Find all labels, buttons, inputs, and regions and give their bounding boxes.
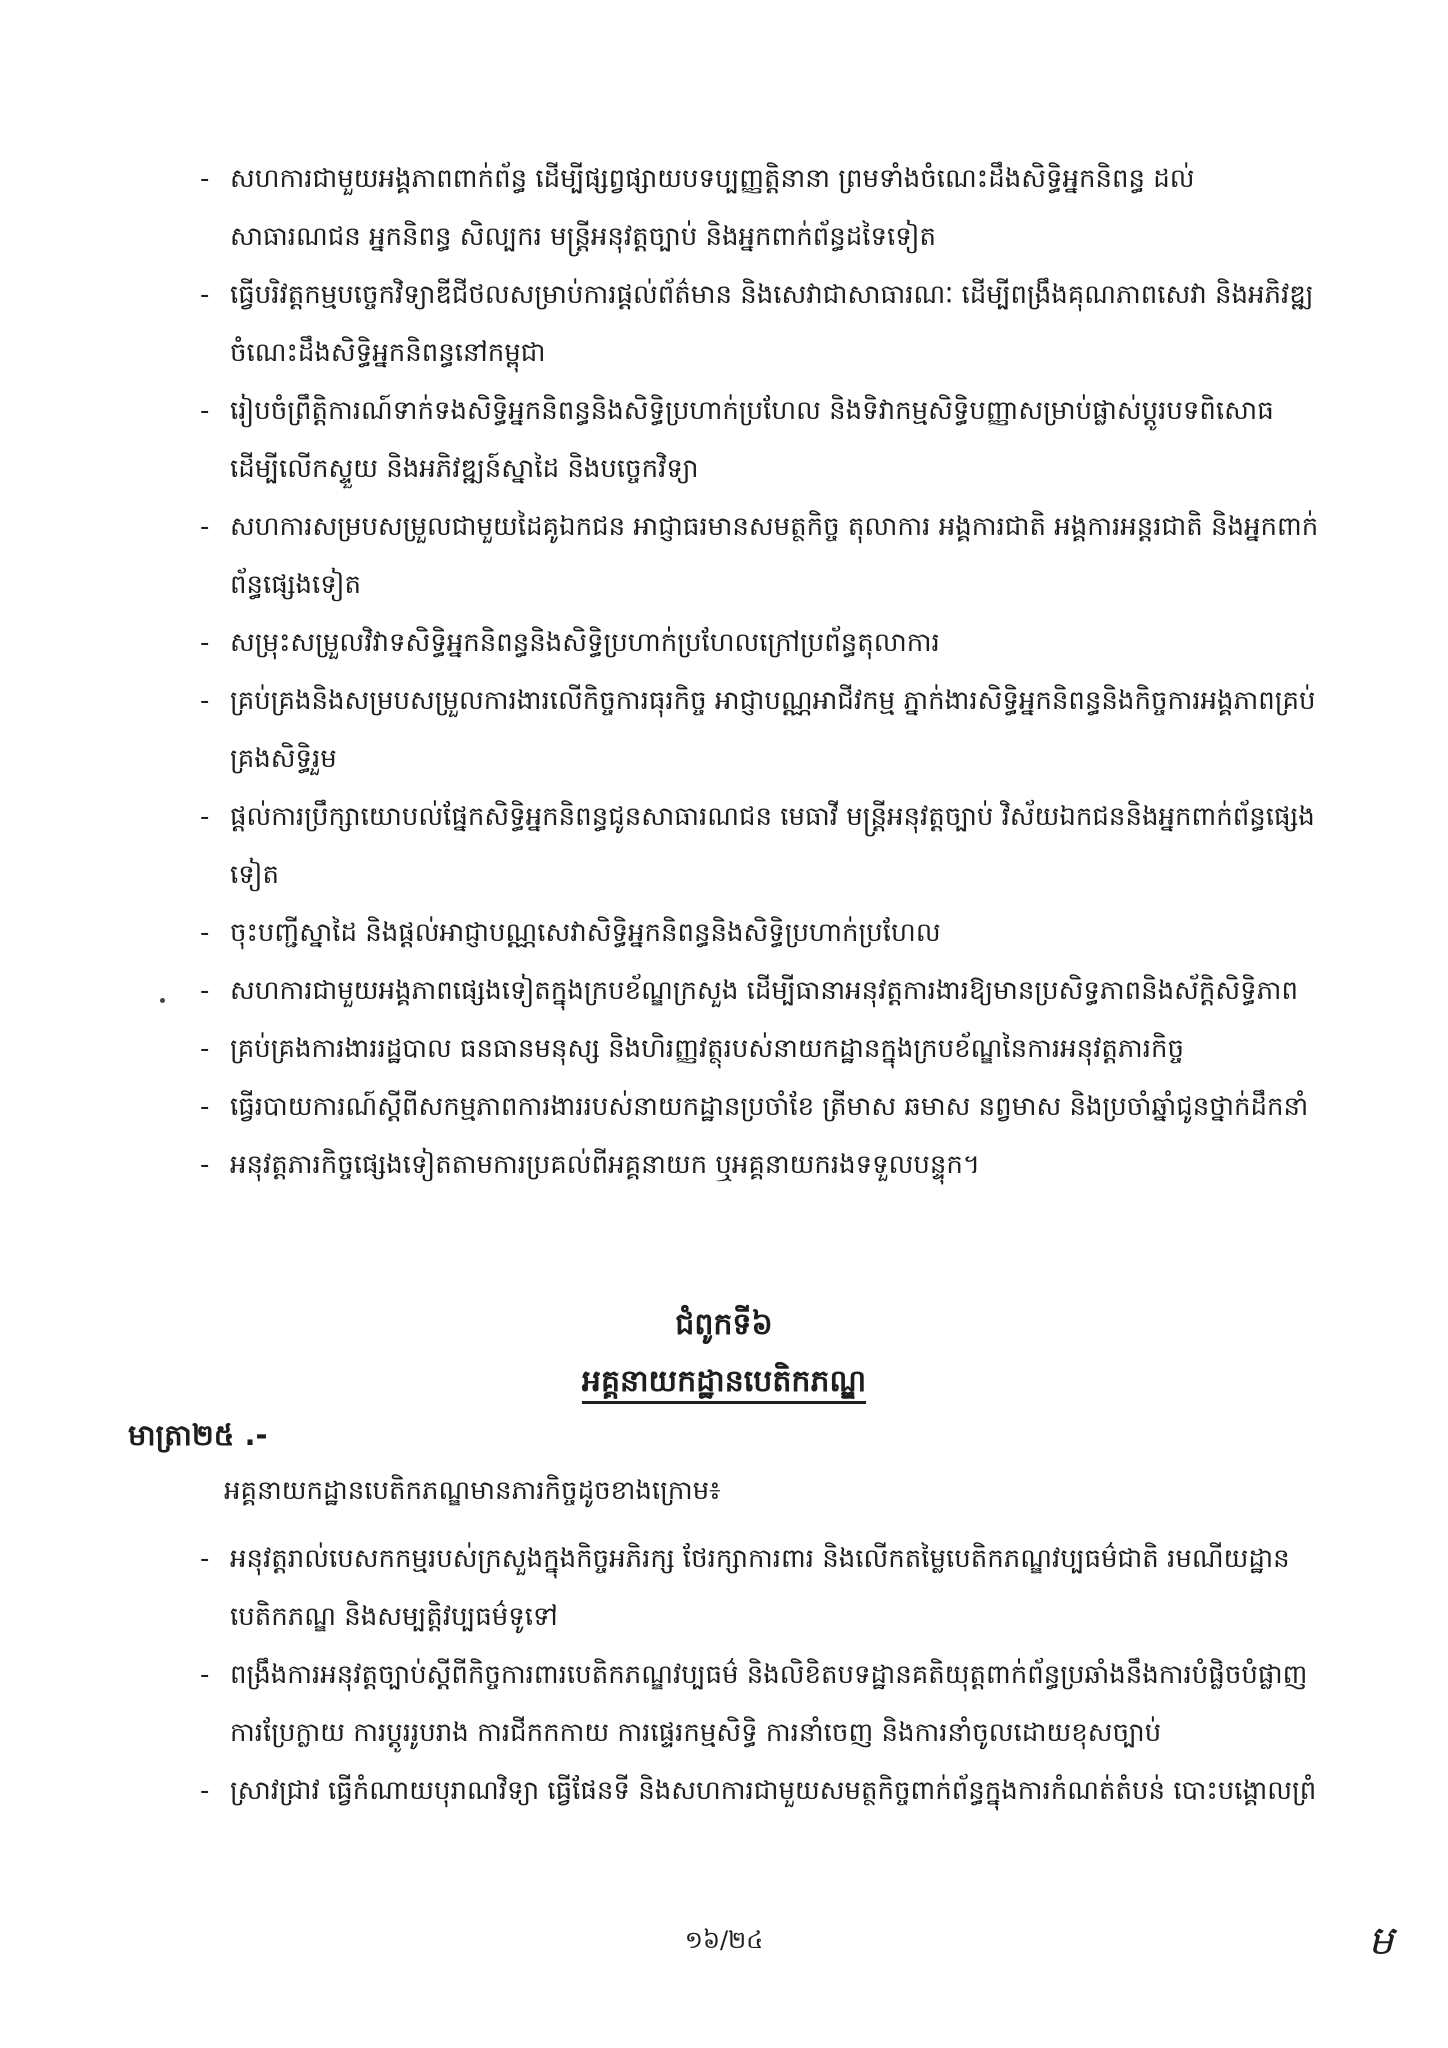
scan-dot <box>160 998 165 1003</box>
bullet-list-heritage-duties <box>200 1530 1320 1820</box>
list-item <box>200 904 1320 962</box>
bullet-dash: - <box>200 802 210 832</box>
list-item <box>200 672 1320 788</box>
list-item-text: សហការសម្របសម្រួលជាមួយដៃគូឯកជន អាជ្ញាធរមានសមត្ថកិច្ច តុលាការ អង្គការជាតិ អង្គការអន្តរជាតិ និងអ្នកពាក់ព័ន្ធផ្សេងទៀត <box>230 512 1319 600</box>
bullet-dash: - <box>200 1150 210 1180</box>
list-item <box>200 1020 1320 1078</box>
list-item-text: សម្រុះសម្រួលវិវាទសិទ្ធិអ្នកនិពន្ធនិងសិទ្ធិប្រហាក់ប្រហែលក្រៅប្រព័ន្ធតុលាការ <box>230 628 940 658</box>
list-item <box>200 1646 1320 1762</box>
list-item-text: អនុវត្តរាល់បេសកកម្មរបស់ក្រសួងក្នុងកិច្ចអភិរក្ស ថែរក្សាការពារ និងលើកតម្លៃបេតិកភណ្ឌវប្បធម៌ជាតិ រមណីយដ្ឋានបេតិកភណ្ឌ និងសម្បត្តិវប្បធម៌ទូទៅ <box>230 1544 1290 1632</box>
list-item <box>200 498 1320 614</box>
list-item <box>200 382 1320 498</box>
list-item <box>200 1136 1320 1194</box>
bullet-dash: - <box>200 164 210 194</box>
list-item-text: សហការជាមួយអង្គភាពផ្សេងទៀតក្នុងក្របខ័ណ្ឌក្រសួង ដើម្បីធានាអនុវត្តការងារឱ្យមានប្រសិទ្ធភាពនិងស័ក្តិសិទ្ធិភាព <box>230 976 1298 1006</box>
bullet-dash: - <box>200 1660 210 1690</box>
department-title: អគ្គនាយកដ្ឋានបេតិកភណ្ឌ <box>581 1364 867 1399</box>
bullet-dash: - <box>200 976 210 1006</box>
list-item <box>200 1530 1320 1646</box>
list-item-text: គ្រប់គ្រងនិងសម្របសម្រួលការងារលើកិច្ចការធុរកិច្ច អាជ្ញាបណ្ណអាជីវកម្ម ភ្នាក់ងារសិទ្ធិអ្នកនិពន្ធនិងកិច្ចការអង្គភាពគ្រប់គ្រងសិទ្ធិរួម <box>230 686 1316 774</box>
page-number: ១៦/២៤ <box>684 1926 764 1954</box>
article-label: មាត្រា២៥ .- <box>128 1418 268 1452</box>
chapter-heading: ជំពូកទី៦ <box>675 1307 773 1342</box>
bullet-dash: - <box>200 686 210 716</box>
list-item-text: ផ្តល់ការប្រឹក្សាយោបល់ផ្នែកសិទ្ធិអ្នកនិពន្ធជូនសាធារណជន មេធាវី មន្ត្រីអនុវត្តច្បាប់ វិស័យឯកជននិងអ្នកពាក់ព័ន្ធផ្សេងទៀត <box>230 802 1315 890</box>
handwritten-initial: ម <box>1368 1918 1394 1964</box>
bullet-dash: - <box>200 512 210 542</box>
list-item <box>200 788 1320 904</box>
bullet-dash: - <box>200 396 210 426</box>
bullet-dash: - <box>200 280 210 310</box>
list-item-text: សហការជាមួយអង្គភាពពាក់ព័ន្ធ ដើម្បីផ្សព្វផ្សាយបទប្បញ្ញត្តិនានា ព្រមទាំងចំណេះដឹងសិទ្ធិអ្នកនិពន្ធ ដល់សាធារណជន អ្នកនិពន្ធ សិល្បករ មន្ត្រីអនុវត្តច្បាប់ និងអ្នកពាក់ព័ន្ធដទៃទៀត <box>230 164 1195 252</box>
list-item-text: ស្រាវជ្រាវ ធ្វើកំណាយបុរាណវិទ្យា ធ្វើផែនទី និងសហការជាមួយសមត្ថកិច្ចពាក់ព័ន្ធក្នុងការកំណត់តំបន់ បោះបង្គោលព្រំ <box>230 1776 1317 1806</box>
list-item-text: អនុវត្តភារកិច្ចផ្សេងទៀតតាមការប្រគល់ពីអគ្គនាយក ឬអគ្គនាយករងទទួលបន្ទុក។ <box>230 1150 981 1180</box>
list-item-text: ធ្វើបរិវត្តកម្មបច្ចេកវិទ្យាឌីជីថលសម្រាប់ការផ្តល់ព័ត៌មាន និងសេវាជាសាធារណៈ ដើម្បីពង្រឹងគុណភាពសេវា និងអភិវឌ្ឍចំណេះដឹងសិទ្ធិអ្នកនិពន្ធនៅកម្ពុជា <box>230 280 1314 368</box>
list-item-text: ចុះបញ្ជីស្នាដៃ និងផ្តល់អាជ្ញាបណ្ណសេវាសិទ្ធិអ្នកនិពន្ធនិងសិទ្ធិប្រហាក់ប្រហែល <box>230 918 941 948</box>
list-item <box>200 266 1320 382</box>
bullet-list-duties <box>200 150 1320 1194</box>
bullet-dash: - <box>200 1544 210 1574</box>
article-intro: អគ្គនាយកដ្ឋានបេតិកភណ្ឌមានភារកិច្ចដូចខាងក្រោម៖ <box>224 1476 721 1506</box>
list-item <box>200 614 1320 672</box>
list-item <box>200 1762 1320 1820</box>
list-item-text: ធ្វើរបាយការណ៍ស្តីពីសកម្មភាពការងាររបស់នាយកដ្ឋានប្រចាំខែ ត្រីមាស ឆមាស នព្វមាស និងប្រចាំឆ្នាំជូនថ្នាក់ដឹកនាំ <box>230 1092 1309 1122</box>
list-item <box>200 962 1320 1020</box>
list-item-text: គ្រប់គ្រងការងាររដ្ឋបាល ធនធានមនុស្ស និងហិរញ្ញវត្ថុរបស់នាយកដ្ឋានក្នុងក្របខ័ណ្ឌនៃការអនុវត្តភារកិច្ច <box>230 1034 1184 1064</box>
list-item-text: រៀបចំព្រឹត្តិការណ៍ទាក់ទងសិទ្ធិអ្នកនិពន្ធនិងសិទ្ធិប្រហាក់ប្រហែល និងទិវាកម្មសិទ្ធិបញ្ញាសម្រាប់ផ្លាស់ប្តូរបទពិសោធ ដើម្បីលើកស្ទួយ និងអភិវឌ្ឍន៍ស្នាដៃ និងបច្ចេកវិទ្យា <box>230 396 1274 484</box>
bullet-dash: - <box>200 1776 210 1806</box>
list-item-text: ពង្រឹងការអនុវត្តច្បាប់ស្តីពីកិច្ចការពារបេតិកភណ្ឌវប្បធម៌ និងលិខិតបទដ្ឋានគតិយុត្តពាក់ព័ន្ធប្រឆាំងនឹងការបំផ្លិចបំផ្លាញ ការប្រែក្លាយ ការប្តូររូបរាង ការជីកកកាយ ការផ្ទេរកម្មសិទ្ធិ ការនាំចេញ និងការនាំចូលដោយខុសច្បាប់ <box>230 1660 1308 1748</box>
bullet-dash: - <box>200 1034 210 1064</box>
bullet-dash: - <box>200 628 210 658</box>
list-item <box>200 150 1320 266</box>
bullet-dash: - <box>200 1092 210 1122</box>
bullet-dash: - <box>200 918 210 948</box>
list-item <box>200 1078 1320 1136</box>
